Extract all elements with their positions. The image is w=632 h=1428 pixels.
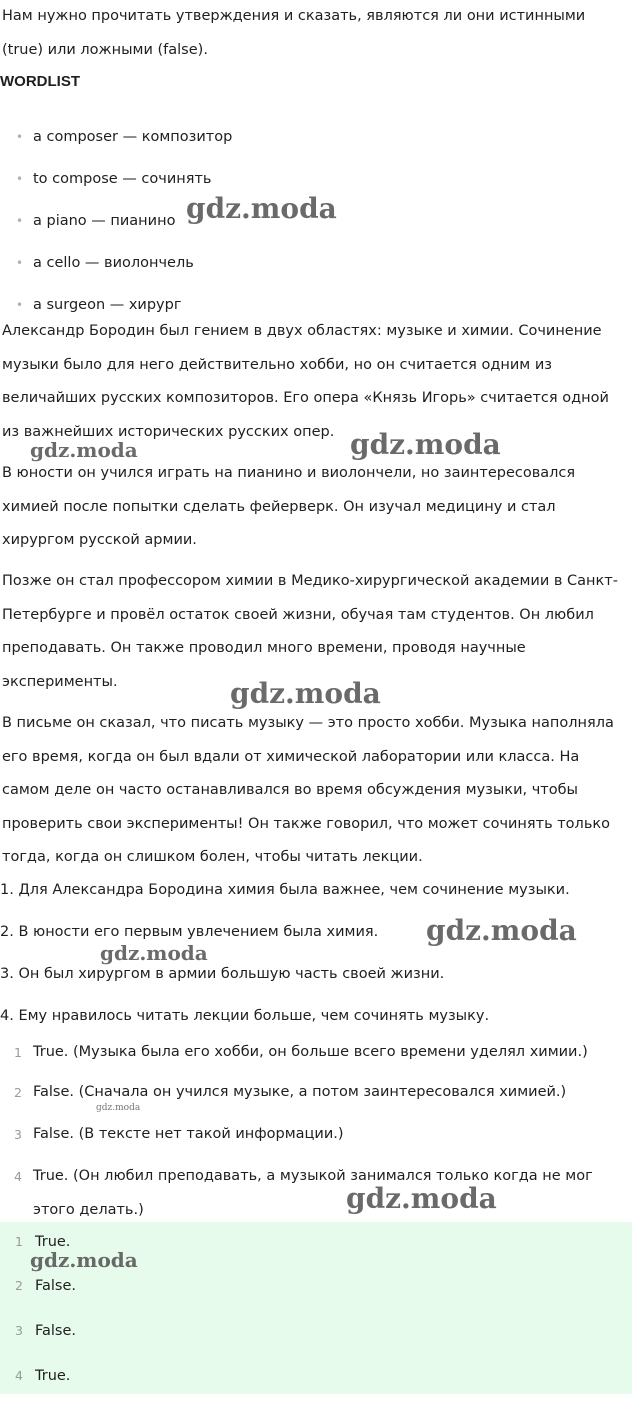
solution-item: 4 True. (Он любил преподавать, а музыкой занимался только когда не мог этого делать.) <box>0 1160 632 1227</box>
story-paragraph: В письме он сказал, что писать музыку — это просто хобби. Музыка наполняла его время, когда он был вдали от химической лаборатории или класса. На самом деле он часто останавливался во время обсуждения музыки, чтобы проверить свои эксперименты! Он также говорил, что может сочинять только тогда, когда он слишком болен, чтобы читать лекции. <box>2 715 614 866</box>
list-item: • to compose — сочинять <box>0 158 632 200</box>
solution-item: 2 False. (Сначала он учился музыке, а потом заинтересовался химией.) <box>0 1076 632 1110</box>
watermark: gdz.moda <box>350 428 501 461</box>
bullet-icon: • <box>16 172 24 186</box>
item-number: 1 <box>14 1045 22 1060</box>
watermark: gdz.moda <box>100 941 208 965</box>
answer-item: 2 False. <box>0 1274 76 1298</box>
solution-item: 1 True. (Музыка была его хобби, он больше всего времени уделял химии.) <box>0 1036 632 1070</box>
watermark: gdz.moda <box>426 914 577 947</box>
story-paragraph: В юности он учился играть на пианино и виолончели, но заинтересовался химией после попытки сделать фейерверк. Он изучал медицину и стал хирургом русской армии. <box>2 465 576 549</box>
solution-item: 3 False. (В тексте нет такой информации.) <box>0 1118 632 1152</box>
statement: 3. Он был хирургом в армии большую часть своей жизни. <box>0 966 445 982</box>
bullet-icon: • <box>16 298 24 312</box>
wordlist-heading: WORDLIST <box>0 73 80 90</box>
bullet-icon: • <box>16 214 24 228</box>
list-item: • a composer — композитор <box>0 116 632 158</box>
story-paragraph: Александр Бородин был гением в двух областях: музыке и химии. Сочинение музыки было для него действительно хобби, но он считается одним из величайших русских композиторов. Его опера «Князь Игорь» считается одной из важнейших исторических русских опер. <box>2 323 609 440</box>
list-item: • a cello — виолончель <box>0 242 632 284</box>
watermark: gdz.moda <box>30 438 138 462</box>
answer-item: 3 False. <box>0 1319 76 1343</box>
answer-item: 4 True. <box>0 1364 70 1388</box>
watermark: gdz.moda <box>96 1103 141 1113</box>
watermark: gdz.moda <box>346 1182 497 1215</box>
intro-text: Нам нужно прочитать утверждения и сказать, являются ли они истинными (true) или ложными (false). <box>2 8 586 58</box>
item-number: 2 <box>14 1085 22 1100</box>
watermark: gdz.moda <box>230 677 381 710</box>
bullet-icon: • <box>16 130 24 144</box>
item-number: 3 <box>14 1127 22 1142</box>
list-item: • a piano — пианино <box>0 200 632 242</box>
statement: 2. В юности его первым увлечением была химия. <box>0 924 379 940</box>
item-number: 2 <box>15 1278 23 1293</box>
watermark: gdz.moda <box>30 1248 138 1272</box>
list-item: • a surgeon — хирург <box>0 284 632 326</box>
bullet-icon: • <box>16 256 24 270</box>
answer-item: 1 True. <box>0 1230 70 1254</box>
statement: 4. Ему нравилось читать лекции больше, чем сочинять музыку. <box>0 1008 490 1024</box>
item-number: 4 <box>15 1368 23 1383</box>
item-number: 4 <box>14 1169 22 1184</box>
statement: 1. Для Александра Бородина химия была важнее, чем сочинение музыки. <box>0 882 570 898</box>
story-paragraph: Позже он стал профессором химии в Медико-хирургической академии в Санкт-Петербурге и провёл остаток своей жизни, обучая там студентов. Он любил преподавать. Он также проводил много времени, проводя научные эксперименты. <box>2 573 618 690</box>
watermark: gdz.moda <box>186 192 337 225</box>
item-number: 3 <box>15 1323 23 1338</box>
item-number: 1 <box>15 1234 23 1249</box>
